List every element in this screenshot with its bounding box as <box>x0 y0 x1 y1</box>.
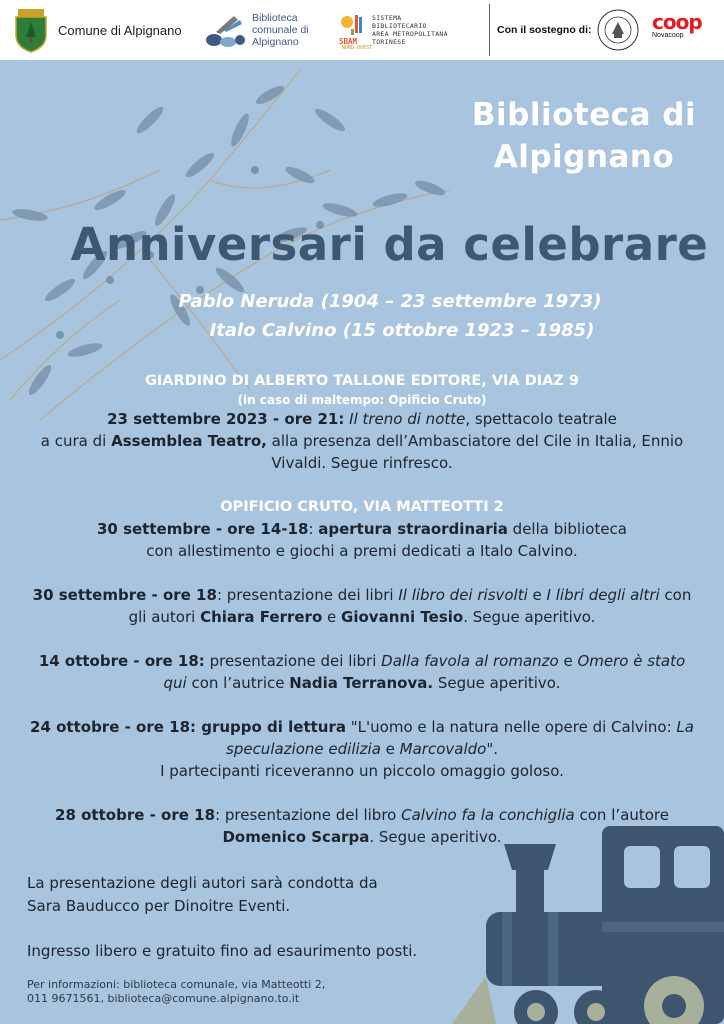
event-book: Calvino fa la conchiglia <box>401 806 575 824</box>
event-book: Dalla favola al romanzo <box>381 652 559 670</box>
event-book: Omero è stato <box>577 652 686 670</box>
event-text: con allestimento e giochi a premi dedicati a Italo Calvino. <box>146 542 578 560</box>
event-date: 30 settembre - ore 14-18 <box>96 520 309 538</box>
steam-train-icon <box>452 826 724 1024</box>
event-text: gli autori <box>128 608 201 626</box>
event-date: 24 ottobre - ore 18: gruppo di lettura <box>30 718 347 736</box>
event-text: I partecipanti riceveranno un piccolo omaggio goloso. <box>160 762 564 780</box>
sbam-acronym: SBAM <box>339 37 358 46</box>
sbam-logo-line: AREA METROPOLITANA <box>372 30 448 38</box>
event-24-ottobre <box>0 716 724 782</box>
event-text: e <box>527 586 547 604</box>
event-title: Il treno di notte <box>349 410 466 428</box>
event-14-ottobre <box>0 650 724 694</box>
biblioteca-logo <box>204 0 309 60</box>
event-author: Chiara Ferrero <box>200 608 323 626</box>
venue-opificio: OPIFICIO CRUTO, VIA MATTEOTTI 2 <box>220 499 504 515</box>
event-30-settembre-pomeriggio <box>0 518 724 562</box>
event-text: con <box>659 586 692 604</box>
event-text: Segue aperitivo. <box>433 674 561 692</box>
event-author: Giovanni Tesio <box>341 608 464 626</box>
program-content <box>0 370 724 848</box>
spacer <box>0 628 724 650</box>
event-book: Marcovaldo <box>399 740 487 758</box>
logo-divider <box>489 4 490 56</box>
event-book: Il libro dei risvolti <box>398 586 528 604</box>
author-calvino: Italo Calvino (15 ottobre 1923 – 1985) <box>209 320 595 341</box>
venue-tallone-note: (in caso di maltempo: Opificio Cruto) <box>237 393 487 407</box>
event-text: : <box>308 520 319 538</box>
event-text: della biblioteca <box>507 520 627 538</box>
spacer <box>0 474 724 496</box>
library-title-line: Alpignano <box>493 139 675 175</box>
spacer <box>0 562 724 584</box>
comune-logo <box>12 0 182 60</box>
event-text: alla presenza dell’Ambasciatore del Cile in Italia, Ennio <box>266 432 684 450</box>
event-text: , spettacolo teatrale <box>465 410 617 428</box>
event-30-settembre-sera <box>0 584 724 628</box>
spacer <box>0 694 724 716</box>
venue-tallone: GIARDINO DI ALBERTO TALLONE EDITORE, VIA DIAZ 9 <box>144 373 580 389</box>
event-text: con l’autrice <box>186 674 290 692</box>
coop-logo <box>652 10 702 39</box>
contact-info <box>27 978 427 1006</box>
library-title <box>454 94 714 178</box>
event-book: La <box>676 718 694 736</box>
biblioteca-logo-line: Alpignano <box>252 36 299 48</box>
spacer <box>0 782 724 804</box>
event-text: e <box>558 652 578 670</box>
event-text: : presentazione del libro <box>215 806 402 824</box>
event-date: 30 settembre - ore 18 <box>32 586 217 604</box>
event-book: qui <box>163 674 187 692</box>
tallone-seal-icon <box>596 8 640 52</box>
presenter-note-line: Sara Bauducco per Dinoitre Eventi. <box>27 897 291 915</box>
event-author: Domenico Scarpa <box>222 828 370 846</box>
event-company: Assemblea Teatro, <box>111 432 267 450</box>
contact-info-line: 011 9671561, biblioteca@comune.alpignano.to.it <box>27 992 300 1005</box>
sbam-logo-text <box>372 14 448 46</box>
event-text: Vivaldi. Segue rinfresco. <box>271 454 453 472</box>
author-neruda: Pablo Neruda (1904 – 23 settembre 1973) <box>178 291 602 312</box>
library-title-line: Biblioteca di <box>471 97 697 133</box>
main-title: Anniversari da celebrare <box>70 218 709 271</box>
sostegno-label: Con il sostegno di: <box>497 24 592 36</box>
event-text: : presentazione dei libri <box>216 586 399 604</box>
presenter-note <box>27 872 447 918</box>
event-text: . Segue aperitivo. <box>463 608 596 626</box>
sponsor-logo-bar <box>0 0 724 60</box>
event-book: speculazione edilizia <box>226 740 381 758</box>
entry-note: Ingresso libero e gratuito fino ad esaurimento posti. <box>27 942 418 960</box>
biblioteca-books-icon <box>204 10 246 50</box>
event-text: e <box>322 608 342 626</box>
event-text: e <box>380 740 400 758</box>
event-highlight: apertura straordinaria <box>318 520 508 538</box>
event-date: 23 settembre 2023 - ore 21: <box>107 410 345 428</box>
event-author: Nadia Terranova. <box>289 674 434 692</box>
coop-sub: Novacoop <box>652 32 684 39</box>
sbam-logo-line: BIBLIOTECARIO <box>372 22 427 30</box>
event-text: con l’autore <box>574 806 669 824</box>
biblioteca-logo-text <box>252 12 309 48</box>
presenter-note-line: La presentazione degli autori sarà condotta da <box>27 874 378 892</box>
sbam-logo-line: SISTEMA <box>372 14 402 22</box>
event-text: . Segue aperitivo. <box>369 828 502 846</box>
comune-label: Comune di Alpignano <box>58 22 182 38</box>
event-text: presentazione dei libri <box>204 652 382 670</box>
event-date: 28 ottobre - ore 18 <box>55 806 216 824</box>
sbam-logo <box>338 0 448 60</box>
contact-info-line: Per informazioni: biblioteca comunale, via Matteotti 2, <box>27 978 326 991</box>
coop-wordmark: coop <box>652 10 702 34</box>
comune-crest-icon <box>12 7 50 53</box>
event-book: I libri degli altri <box>546 586 660 604</box>
biblioteca-logo-line: comunale di <box>252 24 309 36</box>
biblioteca-logo-line: Biblioteca <box>252 12 298 24</box>
event-date: 14 ottobre - ore 18: <box>38 652 205 670</box>
event-text: "L'uomo e la natura nelle opere di Calvino: <box>346 718 677 736</box>
sbam-logo-line: TORINESE <box>372 38 406 46</box>
event-text: a cura di <box>40 432 112 450</box>
event-text: ". <box>486 740 498 758</box>
sbam-emblem-icon <box>338 13 366 47</box>
event-23-settembre <box>0 408 724 474</box>
sbam-sub: NORD-OVEST <box>342 45 373 51</box>
